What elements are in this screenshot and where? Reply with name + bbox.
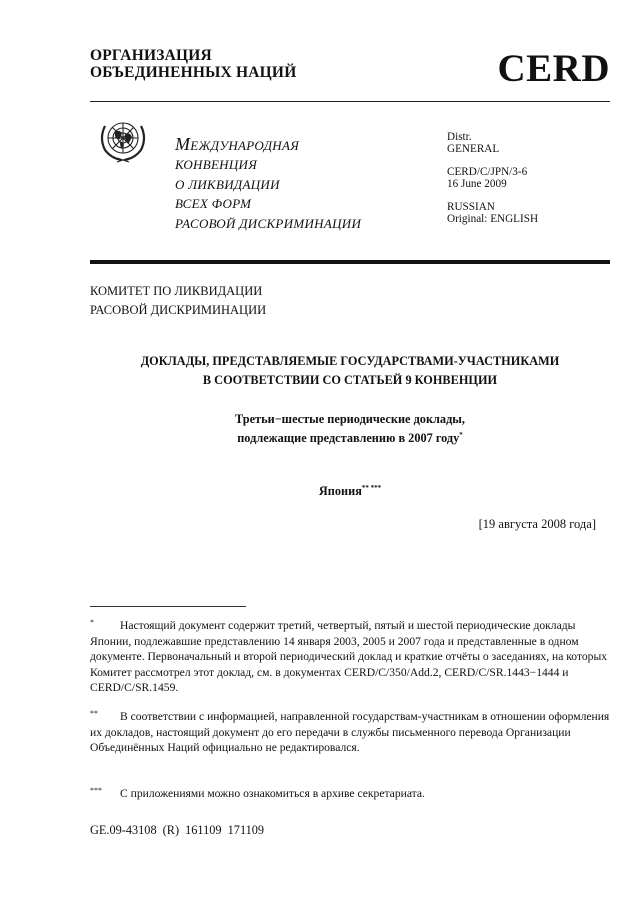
header-divider bbox=[90, 101, 610, 102]
distribution-block bbox=[447, 132, 538, 225]
footnote-refs-2-3[interactable]: ** *** bbox=[361, 484, 382, 492]
convention-line-5: РАСОВОЙ ДИСКРИМИНАЦИИ bbox=[175, 215, 362, 231]
footnote-1-mark: * bbox=[90, 618, 94, 627]
footnote-1 bbox=[90, 615, 610, 696]
footnote-3 bbox=[90, 783, 610, 802]
committee-name bbox=[90, 282, 266, 320]
organization-line-1: ОРГАНИЗАЦИЯ bbox=[90, 47, 212, 64]
footnote-2-text: В соответствии с информацией, направленной государствам-участникам в отношении оформления их докладов, настоящий документ до его передачи в службы письменного перевода Организации Объединённых Наций официально не редактировался. bbox=[90, 710, 610, 755]
footnote-2-mark: ** bbox=[90, 709, 98, 718]
country-name: Япония bbox=[318, 484, 362, 498]
convention-title bbox=[175, 133, 361, 233]
committee-line-1: КОМИТЕТ ПО ЛИКВИДАЦИИ bbox=[90, 284, 263, 298]
footnote-separator bbox=[90, 606, 246, 607]
subtitle-line-1: Третьи−шестые периодические доклады, bbox=[235, 412, 465, 426]
footnote-3-mark: *** bbox=[90, 786, 102, 795]
document-title bbox=[90, 352, 610, 389]
footnote-3-text: С приложениями можно ознакомиться в архиве секретариата. bbox=[120, 787, 425, 800]
footnote-ref-1[interactable]: * bbox=[459, 430, 463, 439]
document-symbol: CERD/C/JPN/3-6 bbox=[447, 166, 528, 178]
country-heading bbox=[90, 483, 610, 499]
footnote-1-text: Настоящий документ содержит третий, четвертый, пятый и шестой периодические доклады Японии, подлежавшие представлению 14 января 2003, 2005 и 2007 года и представленные в одном документе. Первоначальный и второй периодический доклад и краткие отчёты о заседаниях, на которых Комитет рассмотрел этот доклад, см. в документах CERD/C/350/Add.2, CERD/C/SR.1443−1444 и CERD/C/SR.1459. bbox=[90, 619, 608, 695]
organization-name bbox=[90, 47, 296, 81]
received-date: [19 августа 2008 года] bbox=[478, 517, 596, 531]
title-line-2: В СООТВЕТСТВИИ СО СТАТЬЕЙ 9 КОНВЕНЦИИ bbox=[202, 372, 498, 387]
document-date: 16 June 2009 bbox=[447, 177, 507, 190]
convention-line-3: О ЛИКВИДАЦИИ bbox=[175, 176, 280, 192]
title-line-1: ДОКЛАДЫ, ПРЕДСТАВЛЯЕМЫЕ ГОСУДАРСТВАМИ-УЧАСТНИКАМИ bbox=[140, 354, 560, 368]
document-series-symbol: CERD bbox=[497, 47, 610, 90]
masthead-divider bbox=[90, 260, 610, 264]
convention-line-1: Международная bbox=[175, 134, 300, 154]
subtitle-line-2 bbox=[90, 429, 610, 448]
document-subtitle bbox=[90, 410, 610, 447]
distr-label: Distr. bbox=[447, 131, 472, 143]
convention-line-4: ВСЕХ ФОРМ bbox=[175, 196, 252, 211]
un-emblem-icon bbox=[95, 112, 151, 168]
subtitle-line-2-text: подлежащие представлению в 2007 году bbox=[237, 430, 460, 445]
document-language: RUSSIAN bbox=[447, 201, 495, 213]
footnote-2 bbox=[90, 706, 610, 756]
original-language: Original: ENGLISH bbox=[447, 212, 539, 225]
distr-value: GENERAL bbox=[447, 142, 500, 155]
committee-line-2: РАСОВОЙ ДИСКРИМИНАЦИИ bbox=[90, 303, 267, 317]
job-number: GE.09-43108 (R) 161109 171109 bbox=[90, 823, 265, 837]
organization-line-2: ОБЪЕДИНЕННЫХ НАЦИЙ bbox=[90, 64, 297, 81]
convention-line-2: КОНВЕНЦИЯ bbox=[175, 157, 258, 172]
